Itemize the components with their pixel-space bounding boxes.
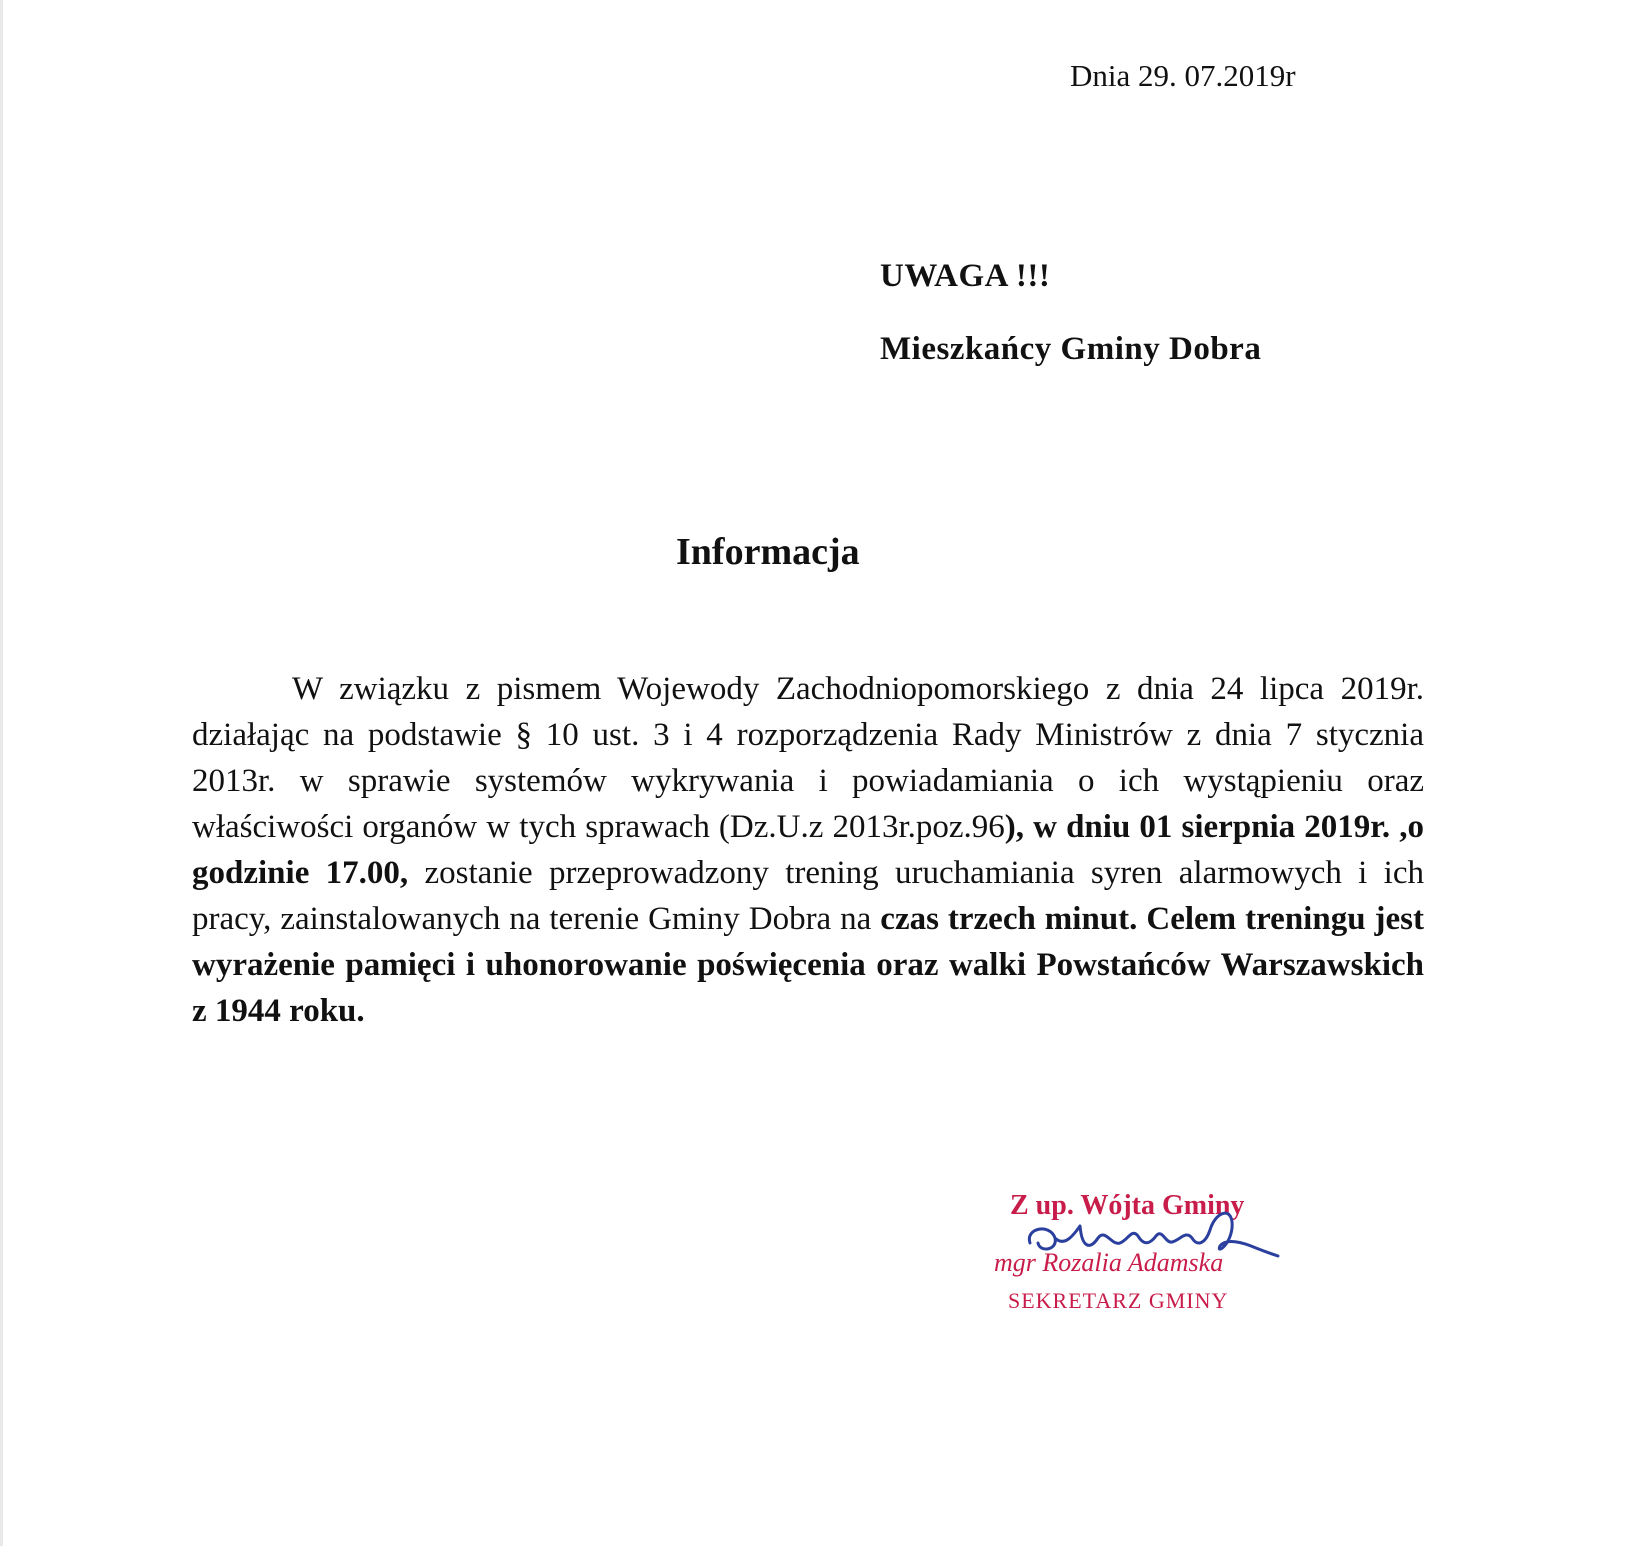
body-bold-purpose: czas trzech minut. Celem treningu jest wyrażenie pamięci i uhonorowanie poświęcenia oraz walki Powstańców Warszawskich z 1944 roku. bbox=[192, 901, 1424, 1029]
signature-stamp bbox=[960, 1190, 1320, 1320]
body-paragraph bbox=[192, 666, 1424, 1034]
body-text-part-1: W związku z pismem Wojewody Zachodniopomorskiego z dnia 24 lipca 2019r. działając na podstawie § 10 ust. 3 i 4 rozporządzenia Rady Ministrów z dnia 7 stycznia 2013r. w sprawie systemów wykrywania i powiadamiania o ich wystąpieniu oraz właściwości organów w tych sprawach (Dz.U.z 2013r.poz.96 bbox=[192, 671, 1424, 845]
stamp-line-2: mgr Rozalia Adamska bbox=[994, 1248, 1224, 1277]
stamp-line-3: SEKRETARZ GMINY bbox=[1008, 1288, 1229, 1313]
header-addressee: Mieszkańcy Gminy Dobra bbox=[880, 331, 1262, 367]
body-text-part-2: zostanie przeprowadzony trening uruchamiania syren alarmowych i ich pracy, zainstalowanych na terenie Gminy Dobra na bbox=[192, 855, 1425, 937]
document-date: Dnia 29. 07.2019r bbox=[1070, 58, 1296, 93]
body-bold-date: w dniu 01 sierpnia 2019r. ,o godzinie 17.00, bbox=[192, 809, 1424, 891]
scan-edge bbox=[0, 0, 3, 1546]
body-bold-part-1: ), bbox=[1004, 809, 1025, 845]
header-warning: UWAGA !!! bbox=[880, 258, 1051, 294]
document-title: Informacja bbox=[676, 531, 860, 573]
notice-header bbox=[880, 258, 1261, 368]
stamp-line-1: Z up. Wójta Gminy bbox=[1010, 1190, 1245, 1221]
